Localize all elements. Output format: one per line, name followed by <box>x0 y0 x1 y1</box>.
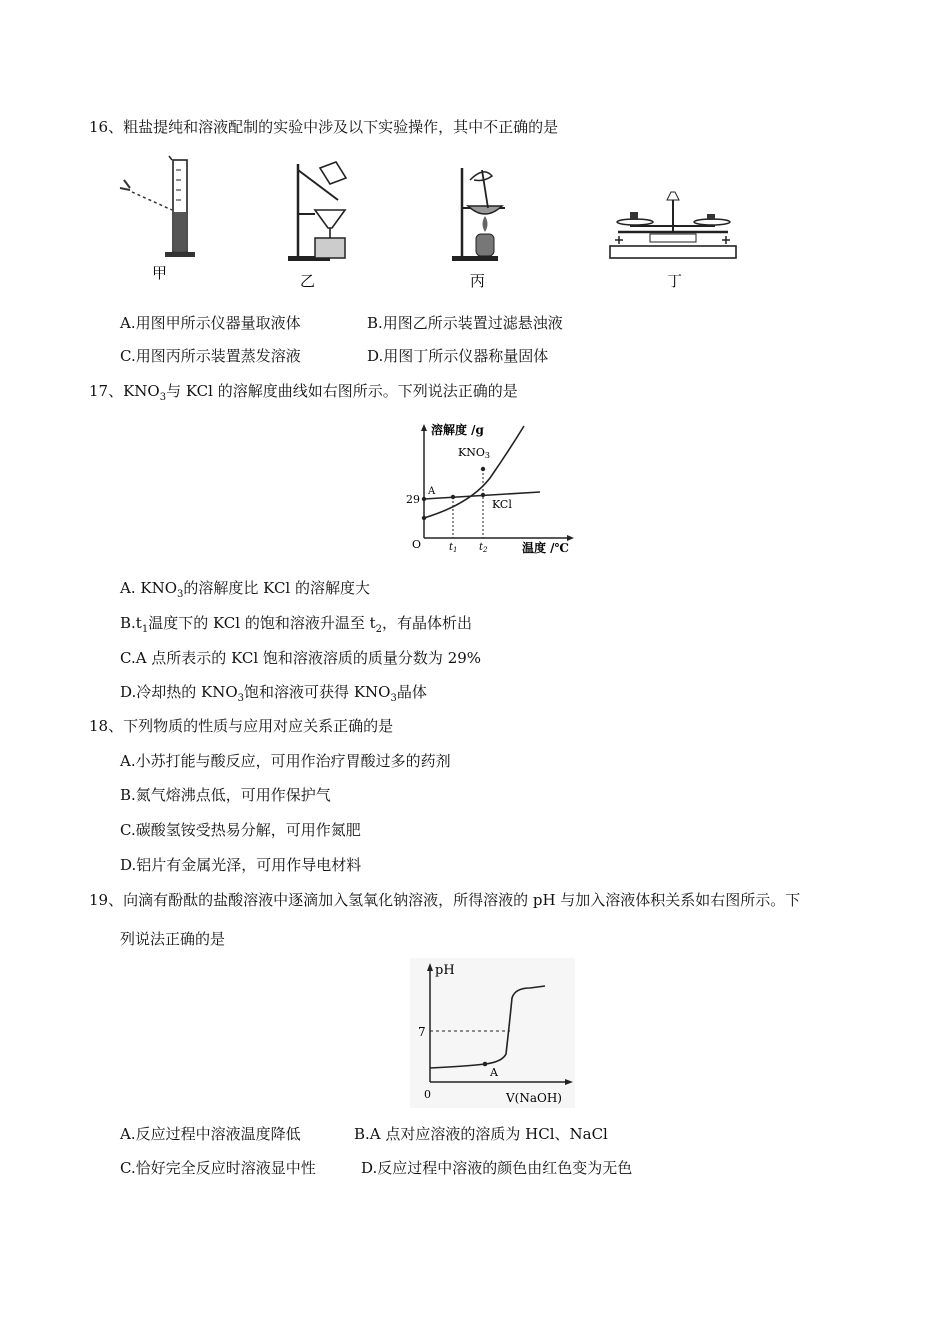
balance-figure <box>610 192 736 290</box>
chart-kno3-label: KNO3 <box>458 446 490 460</box>
q19-option-b: B.A 点对应溶液的溶质为 HCl、NaCl <box>354 1125 608 1143</box>
q19-stem-line1: 19、向滴有酚酞的盐酸溶液中逐滴加入氢氧化钠溶液，所得溶液的 pH 与加入溶液体积关系如右图所示。下 <box>89 891 801 909</box>
chart-kcl-label: KCl <box>492 498 512 511</box>
chart-ylabel: 溶解度 /g <box>431 423 484 437</box>
q18-option-d: D.铝片有金属光泽，可用作导电材料 <box>120 856 362 874</box>
q16-option-d: D.用图丁所示仪器称量固体 <box>367 347 549 365</box>
q17-option-d: D.冷却热的 $KNO_3$饱和溶液可获得 $KNO_3$晶体 <box>120 683 427 704</box>
q19-option-a: A.反应过程中溶液温度降低 <box>120 1125 301 1143</box>
graduated-cylinder-figure <box>120 156 195 282</box>
q16-figures <box>110 150 770 295</box>
q17-option-c: C.A 点所表示的 KCl 饱和溶液溶质的质量分数为 29% <box>120 649 482 667</box>
q19-stem-line2: 列说法正确的是 <box>120 930 226 948</box>
solubility-chart <box>400 418 585 558</box>
q17-option-a: A. $KNO_3$的溶解度比 KCl 的溶解度大 <box>120 579 370 600</box>
q18-stem: 18、下列物质的性质与应用对应关系正确的是 <box>89 717 394 735</box>
q17-stem: 17、$KNO_3$与 KCl 的溶解度曲线如右图所示。下列说法正确的是 <box>89 382 518 403</box>
q16-option-b: B.用图乙所示装置过滤悬浊液 <box>367 314 563 332</box>
q16-option-c: C.用图丙所示装置蒸发溶液 <box>120 347 301 365</box>
evaporation-figure <box>452 168 505 290</box>
chart-origin: O <box>412 538 422 551</box>
chart-origin: 0 <box>424 1088 431 1101</box>
chart-ylabel: pH <box>435 963 455 978</box>
q19-option-d: D.反应过程中溶液的颜色由红色变为无色 <box>361 1159 633 1177</box>
q18-option-b: B.氮气熔沸点低，可用作保护气 <box>120 786 331 804</box>
chart-y-tick-29: 29 <box>406 493 420 506</box>
q16-option-a: A.用图甲所示仪器量取液体 <box>120 314 301 332</box>
chart-point-a-label: A <box>428 486 436 497</box>
q18-option-c: C.碳酸氢铵受热易分解，可用作氮肥 <box>120 821 361 839</box>
q17-option-b: $B.t_1$温度下的 KCl 的饱和溶液升温至 $t_2$，有晶体析出 <box>120 614 473 635</box>
figure-label-bing: 丙 <box>470 272 486 290</box>
figure-label-ding: 丁 <box>667 272 683 290</box>
chart-t1-label: $t_1$ <box>449 542 458 554</box>
q16-stem: 16、粗盐提纯和溶液配制的实验中涉及以下实验操作，其中不正确的是 <box>89 118 559 136</box>
chart-xlabel: 温度 /℃ <box>522 541 569 555</box>
chart-t2-label: $t_2$ <box>479 542 488 554</box>
filtration-figure <box>288 162 346 290</box>
chart-point-a <box>483 1062 488 1067</box>
ph-chart <box>410 958 575 1108</box>
figure-label-jia: 甲 <box>152 264 168 282</box>
chart-xlabel: V(NaOH) <box>506 1091 562 1105</box>
q19-option-c: C.恰好完全反应时溶液显中性 <box>120 1159 316 1177</box>
q18-option-a: A.小苏打能与酸反应，可用作治疗胃酸过多的药剂 <box>120 752 451 770</box>
figure-label-yi: 乙 <box>300 272 316 290</box>
chart-y-tick-7: 7 <box>418 1025 426 1039</box>
chart-point-a-label: A <box>490 1066 498 1079</box>
